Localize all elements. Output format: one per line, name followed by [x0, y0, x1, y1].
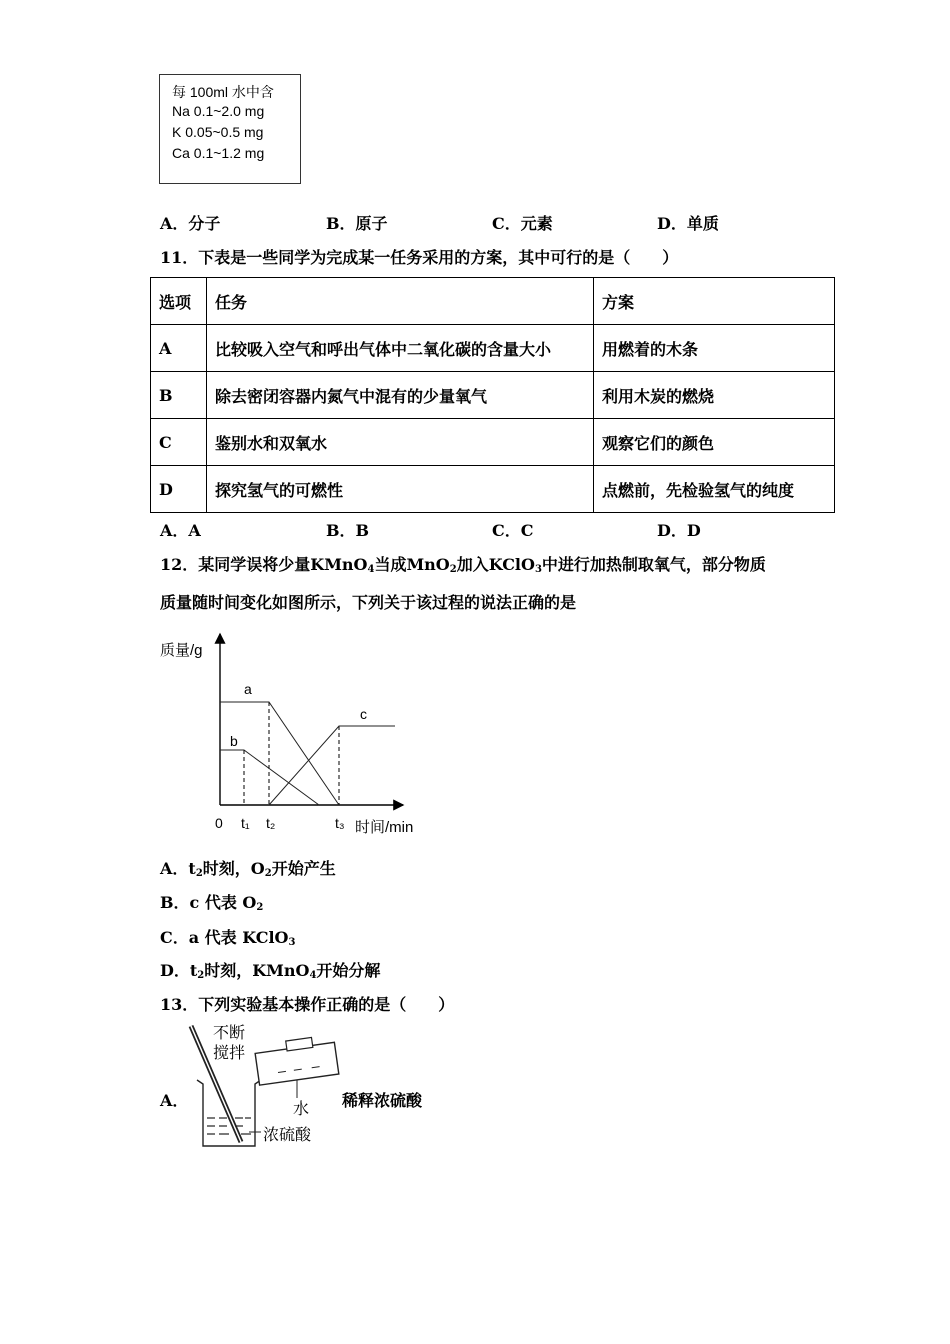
row-task: 探究氢气的可燃性 [207, 466, 594, 513]
water-label: 水 [293, 1101, 310, 1118]
q10-option-b[interactable]: B．原子 [326, 214, 388, 233]
table-row [151, 419, 835, 466]
table-header-row [151, 278, 835, 325]
x-tick-0: 0 [215, 815, 223, 831]
row-task: 比较吸入空气和呼出气体中二氧化碳的含量大小 [207, 325, 594, 372]
label-line-na: Na 0.1~2.0 mg [172, 103, 265, 119]
series-b-label: b [230, 733, 238, 749]
row-plan: 利用木炭的燃烧 [594, 372, 835, 419]
q10-option-a[interactable]: A．分子 [160, 214, 221, 233]
q12-option-a[interactable]: A．$t_2$时刻，$O_2$开始产生 [160, 859, 336, 879]
q12-stem-line2: 质量随时间变化如图所示，下列关于该过程的说法正确的是 [160, 593, 577, 612]
row-task: 除去密闭容器内氮气中混有的少量氧气 [207, 372, 594, 419]
row-plan: 点燃前，先检验氢气的纯度 [594, 466, 835, 513]
row-option: A [151, 325, 207, 372]
q13-option-a-letter[interactable]: A． [160, 1091, 189, 1110]
q11-option-c[interactable]: C．C [492, 521, 534, 540]
table-row [151, 372, 835, 419]
x-tick-t3: t₃ [335, 815, 345, 831]
q12-option-d[interactable]: D．$t_2$时刻，KMnO$_4$开始分解 [160, 961, 381, 981]
mass-time-chart [155, 628, 435, 838]
q11-option-b[interactable]: B．B [326, 521, 370, 540]
x-tick-t1: t₁ [241, 815, 250, 831]
row-plan: 观察它们的颜色 [594, 419, 835, 466]
row-option: C [151, 419, 207, 466]
stir-label-1: 不断 [213, 1025, 246, 1042]
q11-table [150, 277, 835, 513]
x-tick-t2: t₂ [266, 815, 276, 831]
series-a-line [220, 702, 339, 805]
stir-label-2: 搅拌 [213, 1045, 246, 1062]
label-line-ca: Ca 0.1~1.2 mg [172, 145, 265, 161]
mineral-water-label [159, 74, 301, 184]
q12-option-b[interactable]: B．c 代表 $O_2$ [160, 893, 264, 913]
water-container [254, 1034, 339, 1085]
q12-option-c[interactable]: C．a 代表 KClO$_3$ [160, 928, 296, 948]
dilution-figure [185, 1022, 345, 1152]
row-task: 鉴别水和双氧水 [207, 419, 594, 466]
series-c-line [269, 726, 395, 805]
q11-stem: 11．下表是一些同学为完成某一任务采用的方案，其中可行的是（ ） [160, 248, 679, 267]
row-plan: 用燃着的木条 [594, 325, 835, 372]
q10-option-c[interactable]: C．元素 [492, 214, 553, 233]
header-plan: 方案 [594, 278, 835, 325]
x-axis-label: 时间/min [355, 819, 414, 836]
q12-stem-line1: 12．某同学误将少量KMnO$_4$当成MnO$_2$加入KClO$_3$中进行加热制取氧气，部分物质 [160, 555, 766, 575]
q13-option-a-caption: 稀释浓硫酸 [342, 1091, 423, 1110]
series-c-label: c [360, 706, 367, 722]
label-line-header: 每 100ml 水中含 [172, 84, 274, 100]
header-option: 选项 [151, 278, 207, 325]
q11-option-d[interactable]: D．D [657, 521, 701, 540]
q13-stem: 13．下列实验基本操作正确的是（ ） [160, 995, 455, 1014]
header-task: 任务 [207, 278, 594, 325]
series-a-label: a [244, 681, 252, 697]
row-option: D [151, 466, 207, 513]
row-option: B [151, 372, 207, 419]
q10-option-d[interactable]: D．单质 [657, 214, 719, 233]
table-row [151, 325, 835, 372]
q11-option-a[interactable]: A．A [160, 521, 201, 540]
acid-label: 浓硫酸 [263, 1127, 312, 1144]
table-row [151, 466, 835, 513]
y-axis-label: 质量/g [160, 642, 203, 659]
label-line-k: K 0.05~0.5 mg [172, 124, 264, 140]
